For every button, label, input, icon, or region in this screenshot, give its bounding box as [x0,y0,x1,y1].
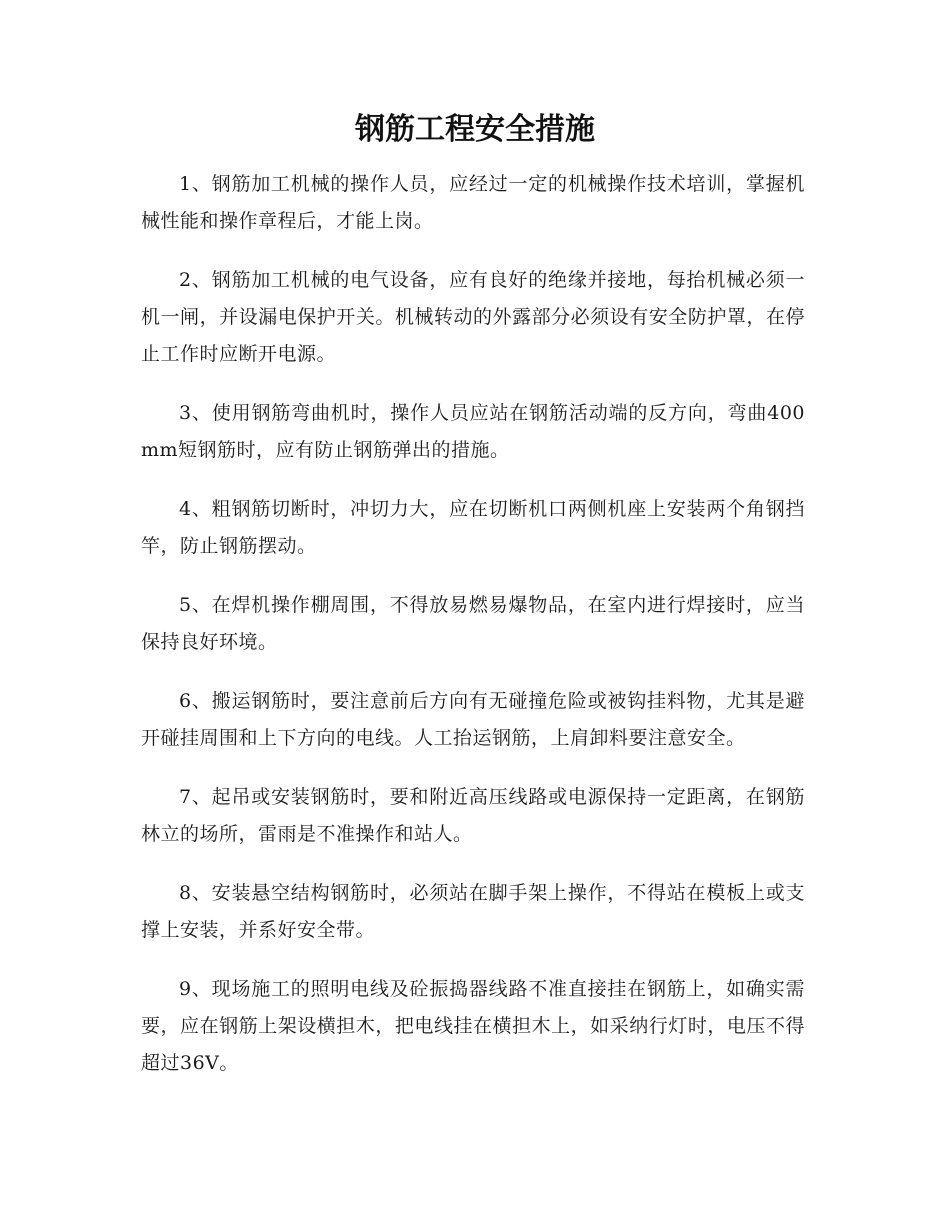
paragraph-5: 5、在焊机操作棚周围，不得放易燃易爆物品，在室内进行焊接时，应当保持良好环境。 [141,594,805,653]
document-body [141,166,805,1104]
paragraph-7: 7、起吊或安装钢筋时，要和附近高压线路或电源保持一定距离，在钢筋林立的场所，雷雨是不准操作和站人。 [141,786,805,845]
paragraph-9: 9、现场施工的照明电线及砼振捣器线路不准直接挂在钢筋上，如确实需要，应在钢筋上架设横担木，把电线挂在横担木上，如采纳行灯时，电压不得超过36V。 [141,978,805,1074]
paragraph-2: 2、钢筋加工机械的电气设备，应有良好的绝缘并接地，每抬机械必须一机一闸，并设漏电保护开关。机械转动的外露部分必须设有安全防护罩，在停止工作时应断开电源。 [141,269,805,365]
paragraph-6: 6、搬运钢筋时，要注意前后方向有无碰撞危险或被钩挂料物，尤其是避开碰挂周围和上下方向的电线。人工抬运钢筋，上肩卸料要注意安全。 [141,690,805,749]
paragraph-3: 3、使用钢筋弯曲机时，操作人员应站在钢筋活动端的反方向，弯曲400mm短钢筋时，应有防止钢筋弹出的措施。 [141,402,805,461]
paragraph-8: 8、安装悬空结构钢筋时，必须站在脚手架上操作，不得站在模板上或支撑上安装，并系好安全带。 [141,882,805,941]
paragraph-4: 4、粗钢筋切断时，冲切力大，应在切断机口两侧机座上安装两个角钢挡竿，防止钢筋摆动。 [141,498,805,557]
document-title: 钢筋工程安全措施 [355,112,595,147]
paragraph-1: 1、钢筋加工机械的操作人员，应经过一定的机械操作技术培训，掌握机械性能和操作章程后，才能上岗。 [141,173,805,232]
